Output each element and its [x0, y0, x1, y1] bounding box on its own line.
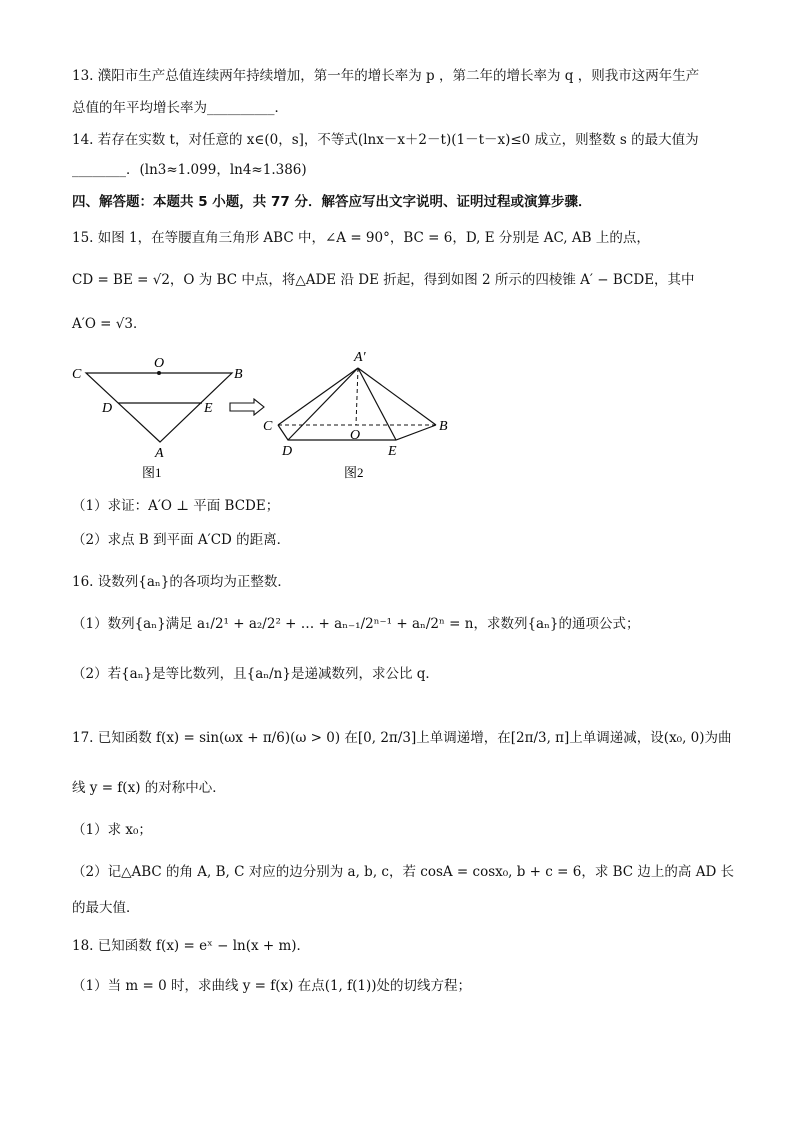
- label-b: B: [439, 419, 448, 434]
- edge-ac: [278, 368, 358, 425]
- problem-14-line-1: 14. 若存在实数 t，对任意的 x∈(0，s]，不等式(lnx－x＋2－t)(1－t－x)≤0 成立，则整数 s 的最大值为: [72, 132, 699, 148]
- problem-16-stem: 16. 设数列{aₙ}的各项均为正整数．: [72, 574, 291, 590]
- figure-1: [70, 350, 250, 485]
- label-d: D: [102, 401, 113, 416]
- label-e: E: [388, 444, 397, 459]
- problem-13-line-1: 13. 濮阳市生产总值连续两年持续增加，第一年的增长率为 p ，第二年的增长率为 q ，则我市这两年生产: [72, 68, 700, 84]
- problem-17-line-2: 线 y = f(x) 的对称中心．: [72, 780, 226, 796]
- caption-figure-2: 图2: [344, 465, 364, 480]
- problem-16-part-1: （1）数列{aₙ}满足 a₁/2¹ + a₂/2² + … + aₙ₋₁/2ⁿ⁻¹ + aₙ/2ⁿ = n，求数列{aₙ}的通项公式；: [72, 616, 640, 632]
- problem-17-part-2-line-2: 的最大值．: [72, 900, 140, 916]
- label-a: A: [155, 446, 164, 461]
- label-o: O: [350, 428, 361, 443]
- label-c: C: [72, 367, 82, 382]
- label-d: D: [282, 444, 293, 459]
- label-c: C: [263, 419, 273, 434]
- problem-18-stem: 18. 已知函数 f(x) = eˣ − ln(x + m)．: [72, 938, 311, 954]
- problem-15-line-2: CD = BE = √2，O 为 BC 中点，将△ADE 沿 DE 折起，得到如图 2 所示的四棱锥 A′ − BCDE，其中: [72, 272, 695, 288]
- problem-15-line-1: 15. 如图 1，在等腰直角三角形 ABC 中，∠A = 90°，BC = 6，D, E 分别是 AC, AB 上的点，: [72, 230, 650, 246]
- problem-16-part-2: （2）若{aₙ}是等比数列，且{aₙ/n}是递减数列，求公比 q．: [72, 666, 439, 682]
- caption-figure-1: 图1: [142, 465, 162, 480]
- problem-17-part-2-line-1: （2）记△ABC 的角 A, B, C 对应的边分别为 a, b, c，若 cosA = cosx₀, b + c = 6，求 BC 边上的高 AD 长: [72, 864, 735, 880]
- section-heading: 四、解答题：本题共 5 小题，共 77 分．解答应写出文字说明、证明过程或演算步骤．: [72, 194, 592, 210]
- label-o: O: [154, 356, 165, 371]
- problem-15-part-2: （2）求点 B 到平面 A′CD 的距离．: [72, 532, 291, 548]
- point-o: [157, 371, 161, 375]
- problem-15-part-1: （1）求证：A′O ⊥ 平面 BCDE；: [72, 498, 280, 514]
- label-e: E: [204, 401, 213, 416]
- label-a-prime: A′: [354, 350, 366, 365]
- edge-ad: [288, 368, 358, 440]
- label-b: B: [234, 367, 243, 382]
- problem-14-line-2: ________．(ln3≈1.099，ln4≈1.386): [72, 162, 307, 178]
- edge-ae: [358, 368, 396, 440]
- segment-ao-hidden: [356, 368, 358, 425]
- problem-15-line-3: A′O = √3．: [72, 316, 147, 332]
- figure-2: [258, 343, 458, 483]
- problem-18-part-1: （1）当 m = 0 时，求曲线 y = f(x) 在点(1, f(1))处的切线方程；: [72, 978, 472, 994]
- problem-13-line-2: 总值的年平均增长率为__________．: [72, 100, 288, 116]
- edge-ab: [358, 368, 436, 425]
- problem-17-part-1: （1）求 x₀；: [72, 822, 152, 838]
- problem-17-line-1: 17. 已知函数 f(x) = sin(ωx + π/6)(ω > 0) 在[0, 2π/3]上单调递增，在[2π/3, π]上单调递减，设(x₀, 0)为曲: [72, 730, 732, 746]
